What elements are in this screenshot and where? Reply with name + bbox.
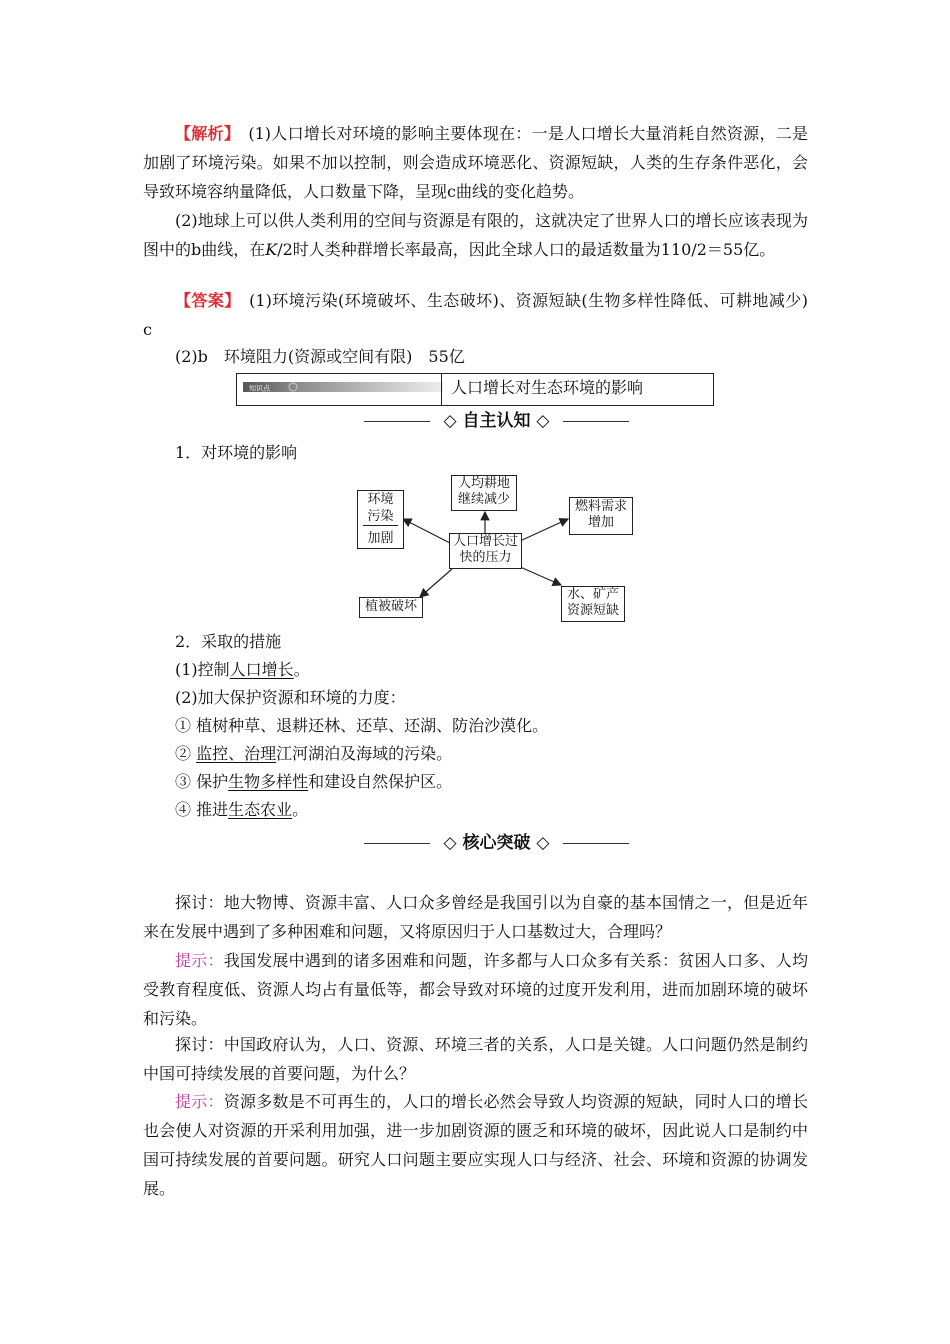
answer-paragraph-1: 【答案】 (1)环境污染(环境破坏、生态破坏)、资源短缺(生物多样性降低、可耕地减少) c: [143, 291, 824, 339]
measure-2-item-1: ① 植树种草、退耕还林、还草、还湖、防治沙漠化。: [175, 716, 549, 735]
answer-label: 【答案】: [175, 291, 233, 310]
diagram-node-pollution: 环境 污染 加剧: [357, 490, 404, 549]
discussion-question-1: 探讨：地大物博、资源丰富、人口众多曾经是我国引以为自豪的基本国情之一，但是近年来在发展中遇到了多种困难和问题，又将原因归于人口基数过大，合理吗？: [143, 893, 808, 941]
heading-rule-left: [364, 843, 430, 844]
discussion-question-2: 探讨：中国政府认为，人口、资源、环境三者的关系，人口是关键。人口问题仍然是制约中国可持续发展的首要问题，为什么？: [143, 1035, 808, 1083]
answer-paragraph-2: (2)b 环境阻力(资源或空间有限) 55亿: [175, 347, 465, 366]
diagram-node-resources: 水、矿产 资源短缺: [561, 586, 625, 622]
heading-rule-right: [563, 843, 629, 844]
section-heading-label: ◇ 核心突破 ◇: [443, 833, 550, 853]
hint-label: 提示：: [175, 1092, 224, 1111]
measure-2-item-2: ② 监控、治理江河湖泊及海域的污染。: [175, 744, 453, 763]
item-2-heading: 2．采取的措施: [175, 632, 282, 651]
diagram-node-vegetation: 植被破坏: [359, 597, 423, 618]
hint-label: 提示：: [175, 951, 224, 970]
diagram-node-center: 人口增长过 快的压力: [449, 533, 522, 569]
knowledge-box-title: 人口增长对生态环境的影响: [451, 378, 644, 397]
measure-2-item-3: ③ 保护生物多样性和建设自然保护区。: [175, 772, 453, 791]
item-1-heading: 1．对环境的影响: [175, 443, 298, 462]
diagram-node-farmland: 人均耕地 继续减少: [451, 475, 517, 511]
analysis-paragraph-1: 【解析】 (1)人口增长对环境的影响主要体现在：一是人口增长大量消耗自然资源，二是加剧了环境污染。如果不加以控制，则会造成环境恶化、资源短缺，人类的生存条件恶化，会导致环境容纳量降低，人口数量下降，呈现c曲线的变化趋势。: [143, 124, 808, 201]
section-heading-core: [364, 832, 629, 854]
measure-1: (1)控制人口增长。: [175, 660, 310, 679]
measure-2: (2)加大保护资源和环境的力度：: [175, 688, 406, 707]
section-heading-label: ◇ 自主认知 ◇: [443, 411, 550, 431]
measure-2-item-4: ④ 推进生态农业。: [175, 800, 309, 819]
discussion-hint-2: 提示：资源多数是不可再生的，人口的增长必然会导致人均资源的短缺，同时人口的增长也会使人对资源的开采利用加强，进一步加剧资源的匮乏和环境的破坏，因此说人口是制约中国可持续发展的首要问题。研究人口问题主要应实现人口与经济、社会、环境和资源的协调发展。: [143, 1092, 808, 1198]
analysis-paragraph-2: (2)地球上可以供人类利用的空间与资源是有限的，这就决定了世界人口的增长应该表现为图中的b曲线，在K/2时人类种群增长率最高，因此全球人口的最适数量为110/2＝55亿。: [143, 211, 808, 259]
discussion-hint-1: 提示：我国发展中遇到的诸多困难和问题，许多都与人口众多有关系：贫困人口多、人均受教育程度低、资源人均占有量低等，都会导致对环境的过度开发利用，进而加剧环境的破坏和污染。: [143, 951, 808, 1028]
analysis-label: 【解析】: [175, 124, 233, 143]
diagram-node-fuel: 燃料需求 增加: [569, 497, 633, 535]
knowledge-tag-text: 知识点: [249, 384, 270, 393]
